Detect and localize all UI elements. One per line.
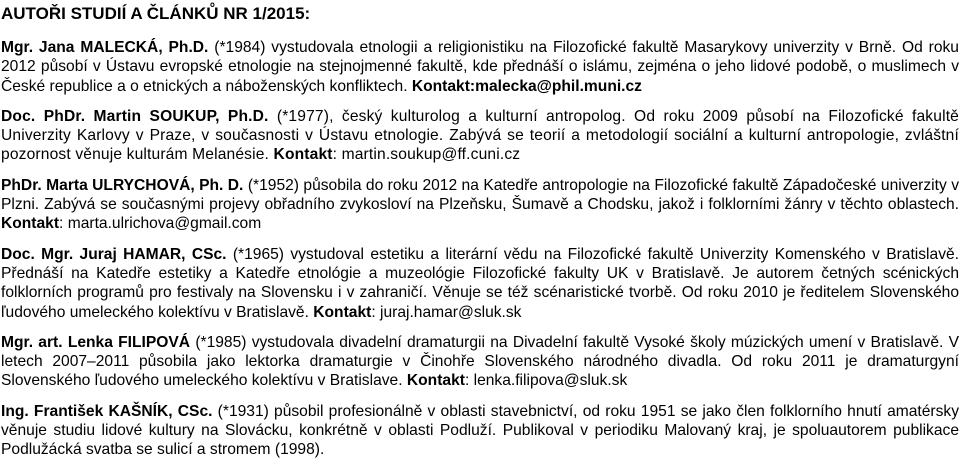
author-name: Ing. František KAŠNÍK, CSc.: [1, 402, 213, 420]
contact-separator: :: [464, 372, 474, 390]
author-name: PhDr. Marta ULRYCHOVÁ, Ph. D.: [1, 176, 244, 194]
contact-email: juraj.hamar@sluk.sk: [379, 303, 522, 321]
author-entry: [1, 107, 959, 165]
author-bio: (*1977), český kulturolog a kulturní antropolog. Od roku 2009 působí na Filozofické fakultě Univerzity Karlovy v Praze, v současnosti v Ústavu etnologie. Zabývá se teorií a metodologií sociální a kulturní antropologie, zvláštní pozornost věnuje kulturám Melanésie.: [1, 107, 959, 164]
contact-separator: :: [332, 146, 342, 164]
author-name: Doc. Mgr. Juraj HAMAR, CSc.: [1, 245, 227, 263]
contact-email: marta.ulrichova@gmail.com: [67, 215, 262, 233]
author-name: Mgr. art. Lenka FILIPOVÁ: [1, 333, 191, 351]
author-bio: (*1984) vystudovala etnologii a religionistiku na Filozofické fakultě Masarykovy univerzity v Brně. Od roku 2012 působí v Ústavu evropské etnologie na stejnojmenné fakultě, kde přednáší o islámu, zejména o jeho lidové podobě, o muslimech v České republice a o etnických a náboženských konfliktech.: [1, 39, 959, 95]
contact-email: martin.soukup@ff.cuni.cz: [341, 146, 521, 164]
page-title: AUTOŘI STUDIÍ A ČLÁNKŮ NR 1/2015:: [1, 4, 311, 23]
contact-email: lenka.filipova@sluk.sk: [473, 372, 628, 390]
author-entry: [1, 402, 959, 460]
contact-separator: :: [371, 303, 380, 321]
author-entry: [1, 38, 959, 96]
contact-label: Kontakt: [1, 215, 60, 233]
contact-email: malecka@phil.muni.cz: [475, 77, 642, 95]
author-bio: (*1952) působila do roku 2012 na Katedře antropologie na Filozofické fakultě Západočeské univerzity v Plzni. Zabývá se současnými projevy obřadního zvykosloví na Plzeňsku, Šumavě a Chodsku, jakož i folklorními žánry v těchto oblastech.: [1, 176, 959, 214]
author-bio: (*1965) vystudoval estetiku a literární vědu na Filozofické fakultě Univerzity Komenského v Bratislavě. Přednáší na Katedře estetiky a Katedře etnológie a muzeológie Filozofické fakulty UK v Bratislavě. Je autorem četných scénických folklorních programů pro festivaly na Slovensku i v zahraničí. Věnuje se též scénaristické tvorbě. Od roku 2010 je ředitelem Slovenského ľudového umeleckého kolektívu v Bratislavě.: [1, 245, 959, 321]
contact-separator: :: [469, 77, 476, 95]
contact-label: Kontakt: [406, 372, 465, 390]
contact-separator: :: [59, 215, 68, 233]
author-entry: [1, 245, 959, 322]
author-list: [1, 38, 959, 471]
author-bio: (*1931) působil profesionálně v oblasti stavebnictví, od roku 1951 se jako člen folklorního hnutí amatérsky věnuje studiu lidové kultury na Slovácku, konkrétně v oblasti Podluží. Publikoval v periodiku Malovaný kraj, je spoluautorem publikace Podlužácká svatba se sulicí a stromem (1998).: [1, 402, 959, 459]
author-bio: (*1985) vystudovala divadelní dramaturgii na Divadelní fakultě Vysoké školy múzických umení v Bratislavě. V letech 2007–2011 působila jako lektorka dramaturgie v Činohře Slovenského národného divadla. Od roku 2011 je dramaturgyní Slovenského ľudového umeleckého kolektívu v Bratislave.: [1, 333, 959, 390]
author-entry: [1, 333, 959, 391]
author-entry: [1, 176, 959, 234]
contact-label: Kontakt: [273, 146, 333, 164]
contact-label: Kontakt: [411, 77, 470, 95]
contact-label: Kontakt: [313, 303, 372, 321]
author-name: Doc. PhDr. Martin SOUKUP, Ph.D.: [1, 107, 269, 125]
author-name: Mgr. Jana MALECKÁ, Ph.D.: [1, 39, 209, 56]
